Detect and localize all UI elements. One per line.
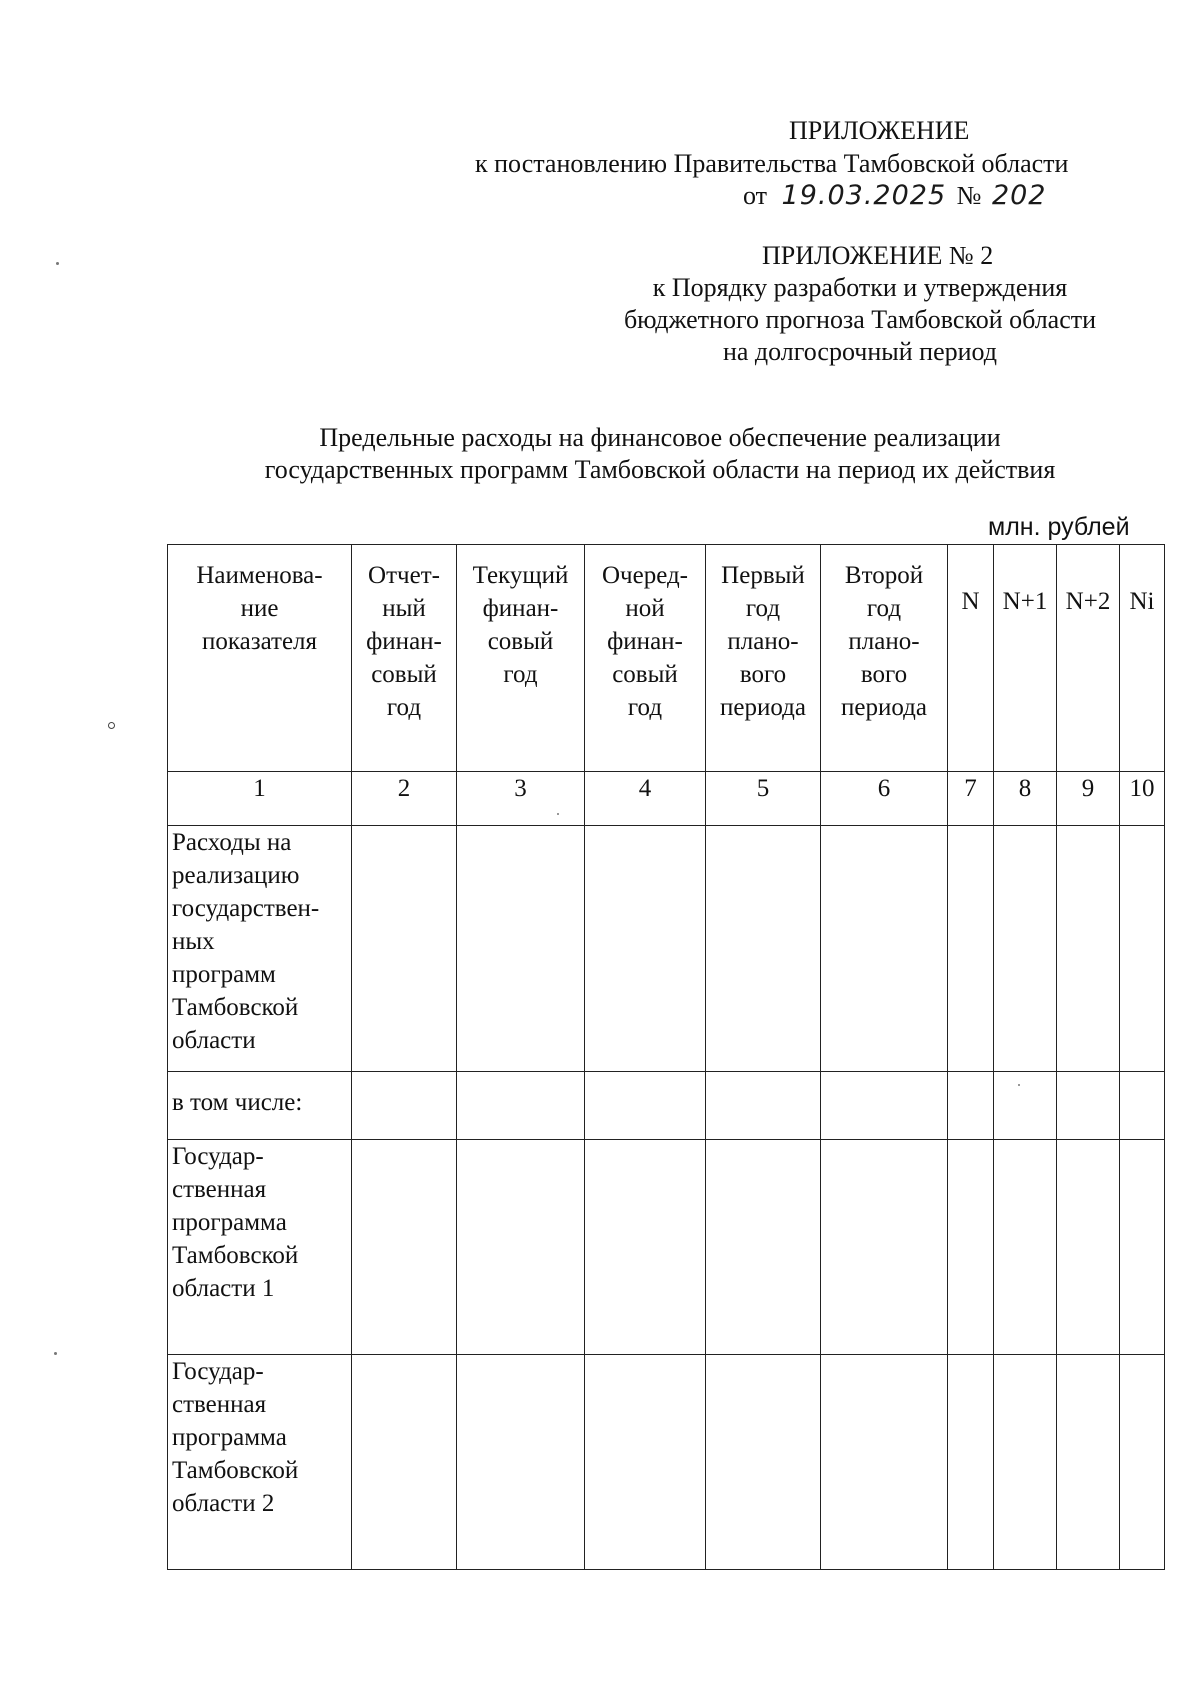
table-cell (1120, 1355, 1165, 1570)
table-row-total (168, 826, 1165, 1072)
table-cell (821, 1140, 948, 1355)
table-cell (948, 1072, 994, 1140)
col-header-n-plus-1: N+1 (994, 545, 1057, 772)
table-cell (706, 826, 821, 1072)
column-number: 7 (948, 772, 994, 826)
table-header-row (168, 545, 1165, 772)
col-header-first-plan-year: Первый год плано- вого периода (706, 545, 821, 772)
table-row-program-1 (168, 1140, 1165, 1355)
expenses-table (167, 544, 1165, 1570)
table-cell (994, 1140, 1057, 1355)
table-cell (948, 1355, 994, 1570)
row-label-including: в том числе: (168, 1072, 352, 1140)
table-cell (948, 1140, 994, 1355)
table-cell (352, 1355, 457, 1570)
table-cell (352, 826, 457, 1072)
table-cell (821, 826, 948, 1072)
appendix-reference: к постановлению Правительства Тамбовской области (475, 149, 1069, 178)
table-cell (352, 1140, 457, 1355)
col-header-ni: Ni (1120, 545, 1165, 772)
col-header-reporting-year: Отчет- ный финан- совый год (352, 545, 457, 772)
table-cell (994, 826, 1057, 1072)
handwritten-date: 19.03.2025 (781, 180, 947, 211)
table-cell (821, 1072, 948, 1140)
appendix2-line-3: на долгосрочный период (722, 337, 998, 366)
appendix2-line-2: бюджетного прогноза Тамбовской области (623, 305, 1097, 334)
table-cell (706, 1140, 821, 1355)
column-number: 2 (352, 772, 457, 826)
column-number-row (168, 772, 1165, 826)
appendix-title: ПРИЛОЖЕНИЕ (789, 116, 970, 145)
appendix2-title: ПРИЛОЖЕНИЕ № 2 (762, 241, 994, 270)
scan-speck (108, 722, 115, 729)
table-cell (1120, 1140, 1165, 1355)
table-cell (1057, 1355, 1120, 1570)
document-title-line-1: Предельные расходы на финансовое обеспечение реализации (319, 423, 1001, 452)
scan-speck (557, 813, 559, 815)
table-cell (585, 1140, 706, 1355)
table-cell (994, 1072, 1057, 1140)
table-row-program-2 (168, 1355, 1165, 1570)
column-number: 8 (994, 772, 1057, 826)
units-label: млн. рублей (988, 513, 1130, 541)
row-label-total: Расходы на реализацию государствен- ных программ Тамбовской области (168, 826, 352, 1072)
table-cell (585, 1072, 706, 1140)
col-header-next-year: Очеред- ной финан- совый год (585, 545, 706, 772)
table-cell (1057, 1140, 1120, 1355)
col-header-current-year: Текущий финан- совый год (457, 545, 585, 772)
table-cell (1120, 826, 1165, 1072)
column-number: 6 (821, 772, 948, 826)
table-cell (585, 1355, 706, 1570)
scan-speck (54, 1352, 57, 1355)
appendix2-subtitle (580, 272, 1140, 368)
column-number: 3 (457, 772, 585, 826)
table-cell (1057, 826, 1120, 1072)
column-number: 1 (168, 772, 352, 826)
table-cell (1120, 1072, 1165, 1140)
col-header-n: N (948, 545, 994, 772)
column-number: 5 (706, 772, 821, 826)
scan-speck (1018, 1084, 1020, 1086)
column-number: 9 (1057, 772, 1120, 826)
resolution-date-line (743, 180, 1046, 212)
table-cell (706, 1355, 821, 1570)
date-prefix: от (743, 181, 768, 210)
table-cell (994, 1355, 1057, 1570)
column-number: 10 (1120, 772, 1165, 826)
col-header-indicator: Наименова- ние показателя (168, 545, 352, 772)
column-number: 4 (585, 772, 706, 826)
table-cell (1057, 1072, 1120, 1140)
col-header-second-plan-year: Второй год плано- вого периода (821, 545, 948, 772)
table-cell (352, 1072, 457, 1140)
appendix2-line-1: к Порядку разработки и утверждения (652, 273, 1068, 302)
col-header-n-plus-2: N+2 (1057, 545, 1120, 772)
handwritten-number: 202 (991, 180, 1047, 211)
row-label-program-2: Государ- ственная программа Тамбовской области 2 (168, 1355, 352, 1570)
table-cell (821, 1355, 948, 1570)
row-label-program-1: Государ- ственная программа Тамбовской области 1 (168, 1140, 352, 1355)
table-cell (457, 826, 585, 1072)
table-cell (706, 1072, 821, 1140)
table-cell (457, 1072, 585, 1140)
scan-speck (56, 262, 59, 265)
document-title (180, 422, 1140, 486)
number-sign: № (956, 181, 982, 210)
table-row-including (168, 1072, 1165, 1140)
table-cell (457, 1355, 585, 1570)
table-cell (948, 826, 994, 1072)
document-title-line-2: государственных программ Тамбовской области на период их действия (264, 455, 1056, 484)
table-cell (585, 826, 706, 1072)
table-cell (457, 1140, 585, 1355)
